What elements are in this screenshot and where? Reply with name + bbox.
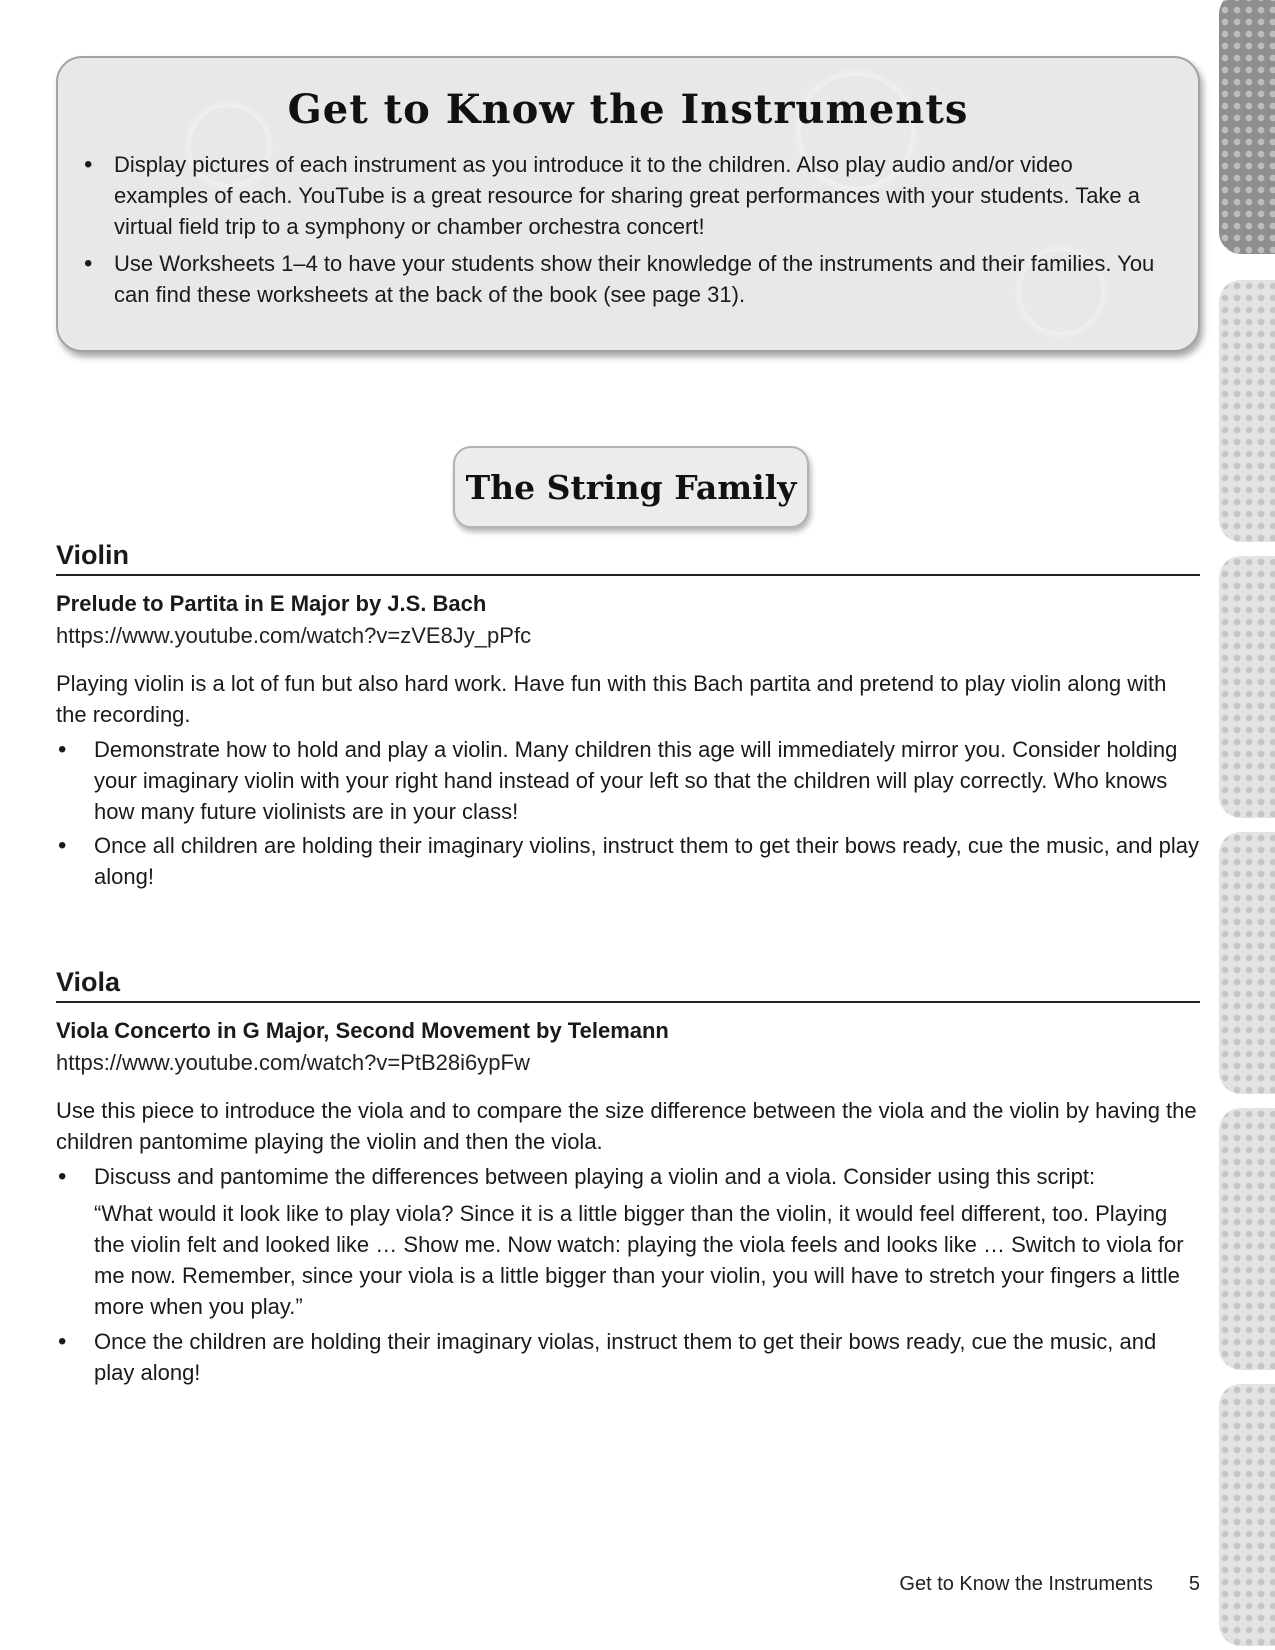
viola-piece: Viola Concerto in G Major, Second Movement by Telemann [56, 1018, 669, 1043]
section-title: The String Family [453, 446, 809, 528]
script-quote: “What would it look like to play viola? Since it is a little bigger than the violin, it would feel different, too. Playing the violin felt and looked like … Show me. Now watch: playing the viola feels and looks like … Switch to viola for me now. Remember, since your viola is a little bigger than your violin, you will have to stretch your fingers a little more when you play.” [94, 1201, 1184, 1319]
side-tab [1219, 1384, 1275, 1646]
viola-link[interactable]: https://www.youtube.com/watch?v=PtB28i6ypFw [56, 1050, 530, 1075]
violin-section [56, 538, 1200, 895]
list-item: • Display pictures of each instrument as you introduce it to the children. Also play audio and/or video examples of each. YouTube is a great resource for sharing great performances with your students. Take a virtual field trip to a symphony or chamber orchestra concert! [114, 149, 1158, 242]
list-item [94, 1161, 1200, 1322]
viola-intro: Use this piece to introduce the viola and to compare the size difference between the viola and the violin by having the children pantomime playing the violin and then the viola. [56, 1098, 1197, 1154]
intro-list [58, 149, 1198, 310]
page-title: Get to Know the Instruments [287, 86, 969, 133]
list-item: • Once the children are holding their imaginary violas, instruct them to get their bows ready, cue the music, and play along! [94, 1326, 1200, 1388]
side-tab [1219, 556, 1275, 818]
viola-list [56, 1161, 1200, 1388]
side-tab [1219, 832, 1275, 1094]
side-tabs [1219, 0, 1275, 1650]
footer-chapter: Get to Know the Instruments [899, 1573, 1153, 1595]
violin-piece: Prelude to Partita in E Major by J.S. Bach [56, 591, 487, 616]
intro-box [56, 56, 1200, 352]
list-item: • Use Worksheets 1–4 to have your students show their knowledge of the instruments and their families. You can find these worksheets at the back of the book (see page 31). [114, 248, 1158, 310]
page-footer [800, 1573, 1200, 1596]
viola-section [56, 965, 1200, 1391]
list-item-text: Discuss and pantomime the differences between playing a violin and a viola. Consider using this script: [94, 1164, 1096, 1189]
violin-heading: Violin [56, 538, 1200, 576]
side-tab-active [1219, 0, 1275, 254]
violin-list [56, 734, 1200, 892]
page-number: 5 [1188, 1573, 1200, 1595]
list-item: • Once all children are holding their imaginary violins, instruct them to get their bows ready, cue the music, and play along! [94, 830, 1200, 892]
violin-intro: Playing violin is a lot of fun but also hard work. Have fun with this Bach partita and pretend to play violin along with the recording. [56, 671, 1167, 727]
viola-heading: Viola [56, 965, 1200, 1003]
side-tab [1219, 1108, 1275, 1370]
side-tab [1219, 280, 1275, 542]
violin-link[interactable]: https://www.youtube.com/watch?v=zVE8Jy_pPfc [56, 623, 532, 648]
list-item: • Demonstrate how to hold and play a violin. Many children this age will immediately mirror you. Consider holding your imaginary violin with your right hand instead of your left so that the children will play correctly. Who knows how many future violinists are in your class! [94, 734, 1200, 827]
